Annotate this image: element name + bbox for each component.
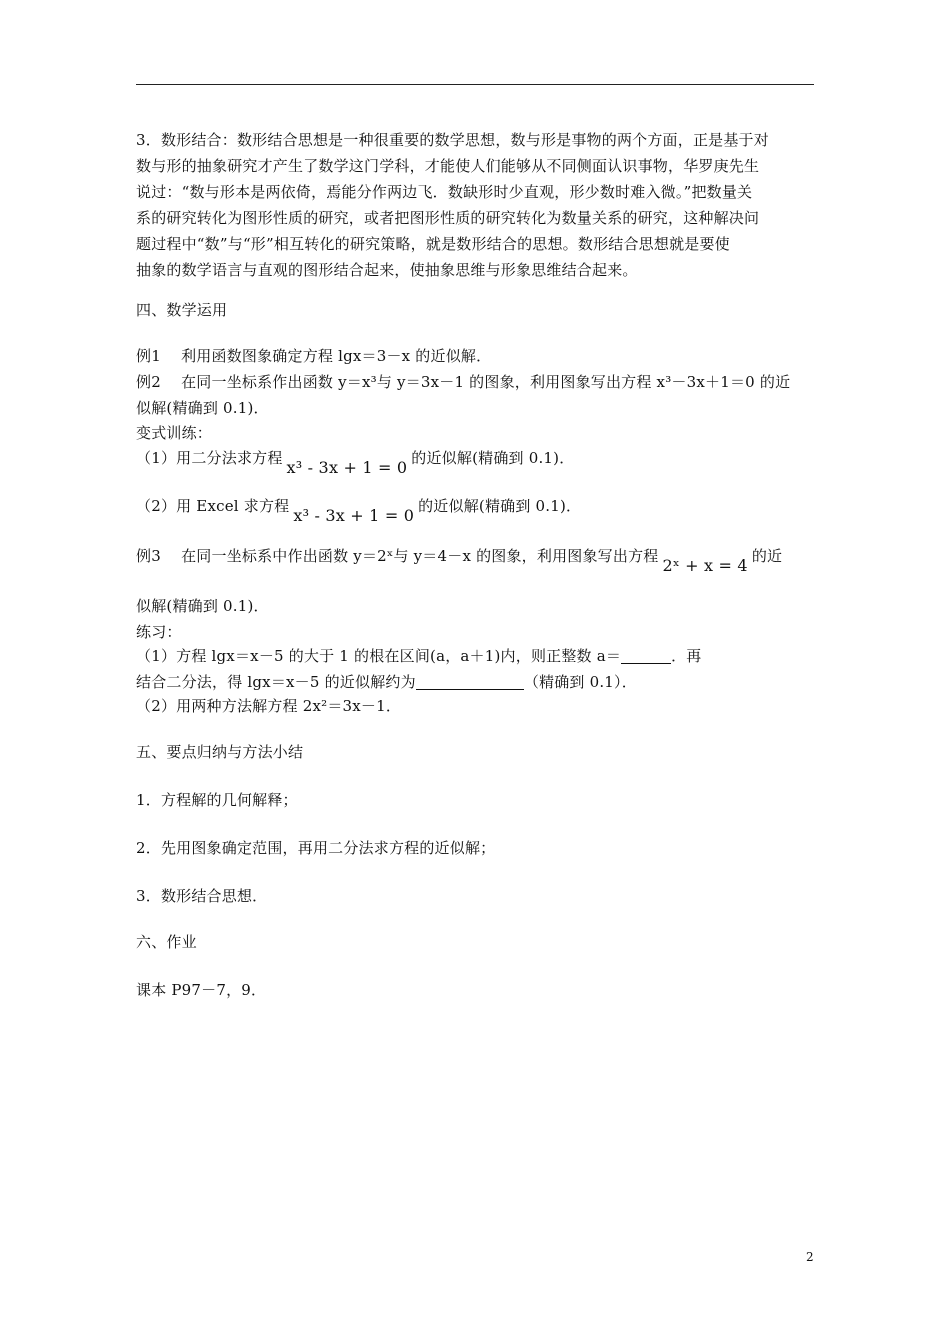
variant-title: 变式训练： bbox=[136, 424, 213, 442]
practice-1-text: （1）方程 lgx＝x－5 的大于 1 的根在区间(a，a＋1)内，则正整数 a＝ bbox=[136, 647, 622, 665]
practice-title: 练习： bbox=[136, 623, 182, 641]
section-title: 四、数学运用 bbox=[136, 301, 228, 319]
summary-item: 3．数形结合思想． bbox=[136, 887, 268, 905]
variant-2-equation: x³ - 3x + 1 = 0 bbox=[293, 506, 415, 525]
paragraph-line: 3．数形结合：数形结合思想是一种很重要的数学思想，数与形是事物的两个方面，正是基于对 bbox=[136, 131, 769, 149]
variant-2 bbox=[136, 496, 581, 526]
variant-2-tail: 的近似解(精确到 0.1)． bbox=[418, 497, 582, 515]
example-3-tail: 的近 bbox=[751, 547, 783, 565]
header-rule bbox=[136, 84, 814, 85]
variant-1-tail: 的近似解(精确到 0.1)． bbox=[411, 449, 575, 467]
example-3 bbox=[136, 546, 782, 576]
example-3-equation: 2ˣ + x = 4 bbox=[662, 556, 748, 575]
example-1: 例1 利用函数图象确定方程 lgx＝3－x 的近似解． bbox=[136, 347, 492, 365]
practice-1-text-2: 结合二分法，得 lgx＝x－5 的近似解约为 bbox=[136, 673, 416, 691]
practice-1-line-1 bbox=[136, 646, 701, 666]
paragraph-line: 系的研究转化为图形性质的研究，或者把图形性质的研究转化为数量关系的研究，这种解决问 bbox=[136, 209, 760, 227]
variant-1-text: （1）用二分法求方程 bbox=[136, 449, 283, 467]
summary-item: 2．先用图象确定范围，再用二分法求方程的近似解； bbox=[136, 839, 496, 857]
answer-blank bbox=[416, 675, 524, 690]
variant-1 bbox=[136, 448, 574, 478]
example-2-line-1: 例2 在同一坐标系作出函数 y＝x³与 y＝3x－1 的图象，利用图象写出方程 x³－3x＋1＝0 的近 bbox=[136, 373, 791, 391]
practice-1-tail-2: （精确到 0.1）． bbox=[523, 673, 637, 691]
example-2-line-2: 似解(精确到 0.1)． bbox=[136, 399, 269, 417]
paragraph-line: 数与形的抽象研究才产生了数学这门学科，才能使人们能够从不同侧面认识事物，华罗庚先生 bbox=[136, 157, 760, 175]
paragraph-line: 抽象的数学语言与直观的图形结合起来，使抽象思维与形象思维结合起来。 bbox=[136, 261, 638, 279]
summary-item: 1．方程解的几何解释； bbox=[136, 791, 298, 809]
practice-2: （2）用两种方法解方程 2x²＝3x－1． bbox=[136, 697, 402, 715]
practice-1-line-2 bbox=[136, 672, 637, 692]
section-title: 五、要点归纳与方法小结 bbox=[136, 743, 304, 761]
answer-blank bbox=[621, 649, 671, 664]
page-number: 2 bbox=[806, 1250, 814, 1264]
variant-1-equation: x³ - 3x + 1 = 0 bbox=[286, 458, 408, 477]
section-title: 六、作业 bbox=[136, 933, 197, 951]
paragraph-line: 说过：“数与形本是两依倚，焉能分作两边飞．数缺形时少直观，形少数时难入微。”把数量关 bbox=[136, 183, 753, 201]
practice-1-tail: ．再 bbox=[671, 647, 702, 665]
paragraph-line: 题过程中“数”与“形”相互转化的研究策略，就是数形结合的思想。数形结合思想就是要使 bbox=[136, 235, 730, 253]
example-3-line-2: 似解(精确到 0.1)． bbox=[136, 597, 269, 615]
example-3-text: 例3 在同一坐标系中作出函数 y＝2ˣ与 y＝4－x 的图象，利用图象写出方程 bbox=[136, 547, 659, 565]
homework: 课本 P97－7，9． bbox=[136, 981, 267, 999]
variant-2-text: （2）用 Excel 求方程 bbox=[136, 497, 290, 515]
